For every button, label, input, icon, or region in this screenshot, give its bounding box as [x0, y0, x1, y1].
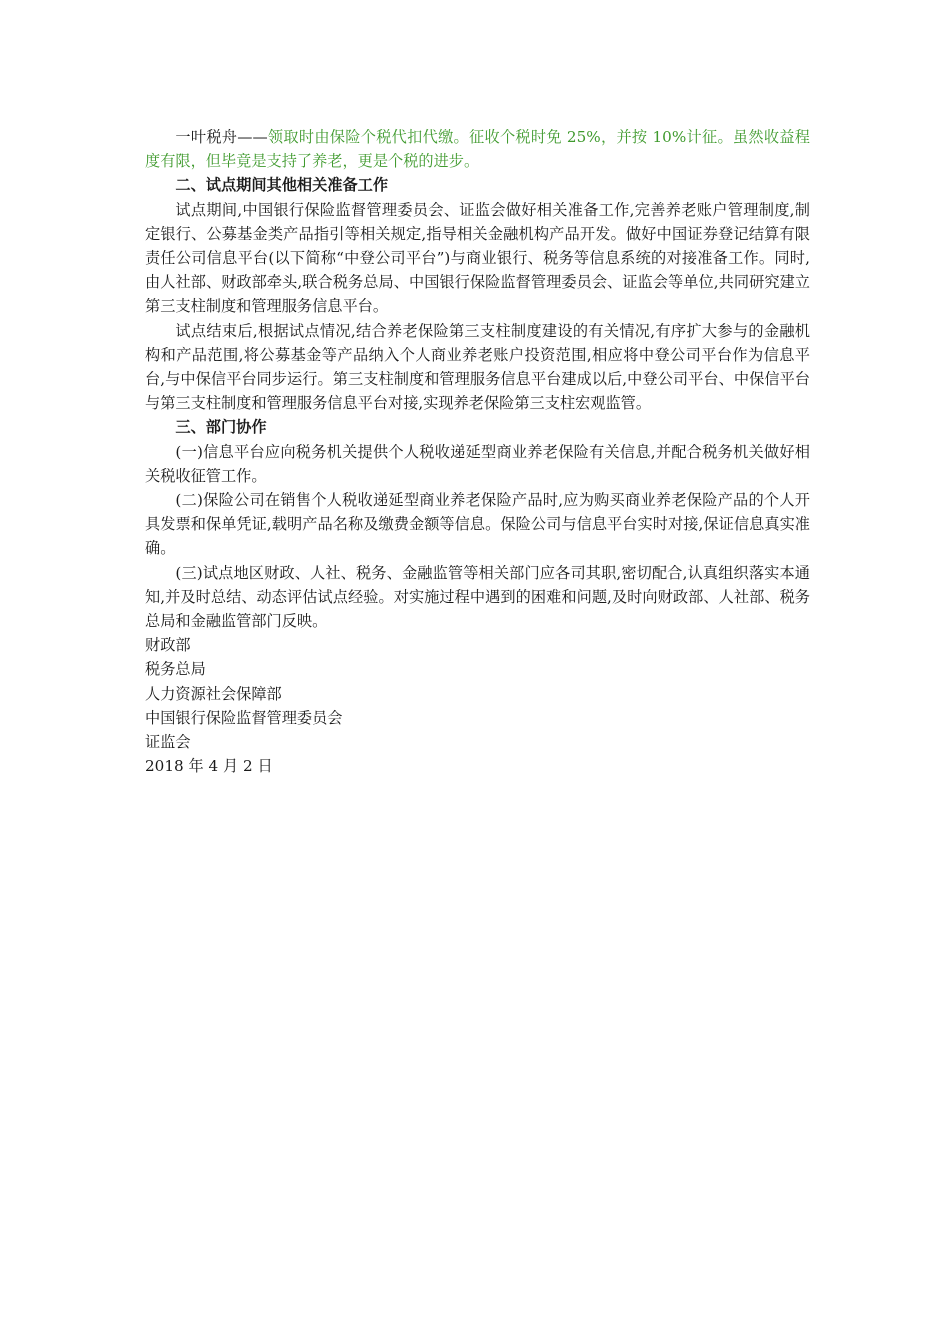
document-page — [145, 125, 810, 778]
section3-paragraph-2: (二)保险公司在销售个人税收递延型商业养老保险产品时,应为购买商业养老保险产品的个人开具发票和保单凭证,载明产品名称及缴费金额等信息。保险公司与信息平台实时对接,保证信息真实准确。 — [145, 491, 810, 558]
intro-paragraph — [145, 125, 810, 173]
section3-paragraph-1: (一)信息平台应向税务机关提供个人税收递延型商业养老保险有关信息,并配合税务机关做好相关税收征管工作。 — [145, 442, 810, 485]
intro-green-text: 领取时由保险个税代扣代缴。征收个税时免 25%，并按 10%计征。虽然收益程度有限，但毕竟是支持了养老，更是个税的进步。 — [145, 128, 810, 171]
section2-paragraph-1: 试点期间,中国银行保险监督管理委员会、证监会做好相关准备工作,完善养老账户管理制度,制定银行、公募基金类产品指引等相关规定,指导相关金融机构产品开发。做好中国证券登记结算有限责任公司信息平台(以下简称“中登公司平台”)与商业银行、税务等信息系统的对接准备工作。同时,由人社部、财政部牵头,联合税务总局、中国银行保险监督管理委员会、证监会等单位,共同研究建立第三支柱制度和管理服务信息平台。 — [145, 200, 810, 316]
signature-cbirc: 中国银行保险监督管理委员会 — [145, 708, 343, 727]
signature-tax-bureau: 税务总局 — [145, 660, 206, 679]
signature-human-resources: 人力资源社会保障部 — [145, 684, 282, 703]
section2-paragraph-2: 试点结束后,根据试点情况,结合养老保险第三支柱制度建设的有关情况,有序扩大参与的金融机构和产品范围,将公募基金等产品纳入个人商业养老账户投资范围,相应将中登公司平台作为信息平台,与中保信平台同步运行。第三支柱制度和管理服务信息平台建成以后,中登公司平台、中保信平台与第三支柱制度和管理服务信息平台对接,实现养老保险第三支柱宏观监管。 — [145, 321, 810, 413]
section3-paragraph-3: (三)试点地区财政、人社、税务、金融监管等相关部门应各司其职,密切配合,认真组织落实本通知,并及时总结、动态评估试点经验。对实施过程中遇到的困难和问题,及时向财政部、人社部、税务总局和金融监管部门反映。 — [145, 563, 810, 631]
signature-ministry-of-finance: 财政部 — [145, 636, 191, 655]
section3-heading: 三、部门协作 — [175, 418, 267, 437]
section2-heading: 二、试点期间其他相关准备工作 — [175, 176, 389, 195]
document-date: 2018 年 4 月 2 日 — [145, 757, 273, 776]
intro-prefix: 一叶税舟—— — [175, 128, 268, 146]
signature-csrc: 证监会 — [145, 733, 191, 752]
